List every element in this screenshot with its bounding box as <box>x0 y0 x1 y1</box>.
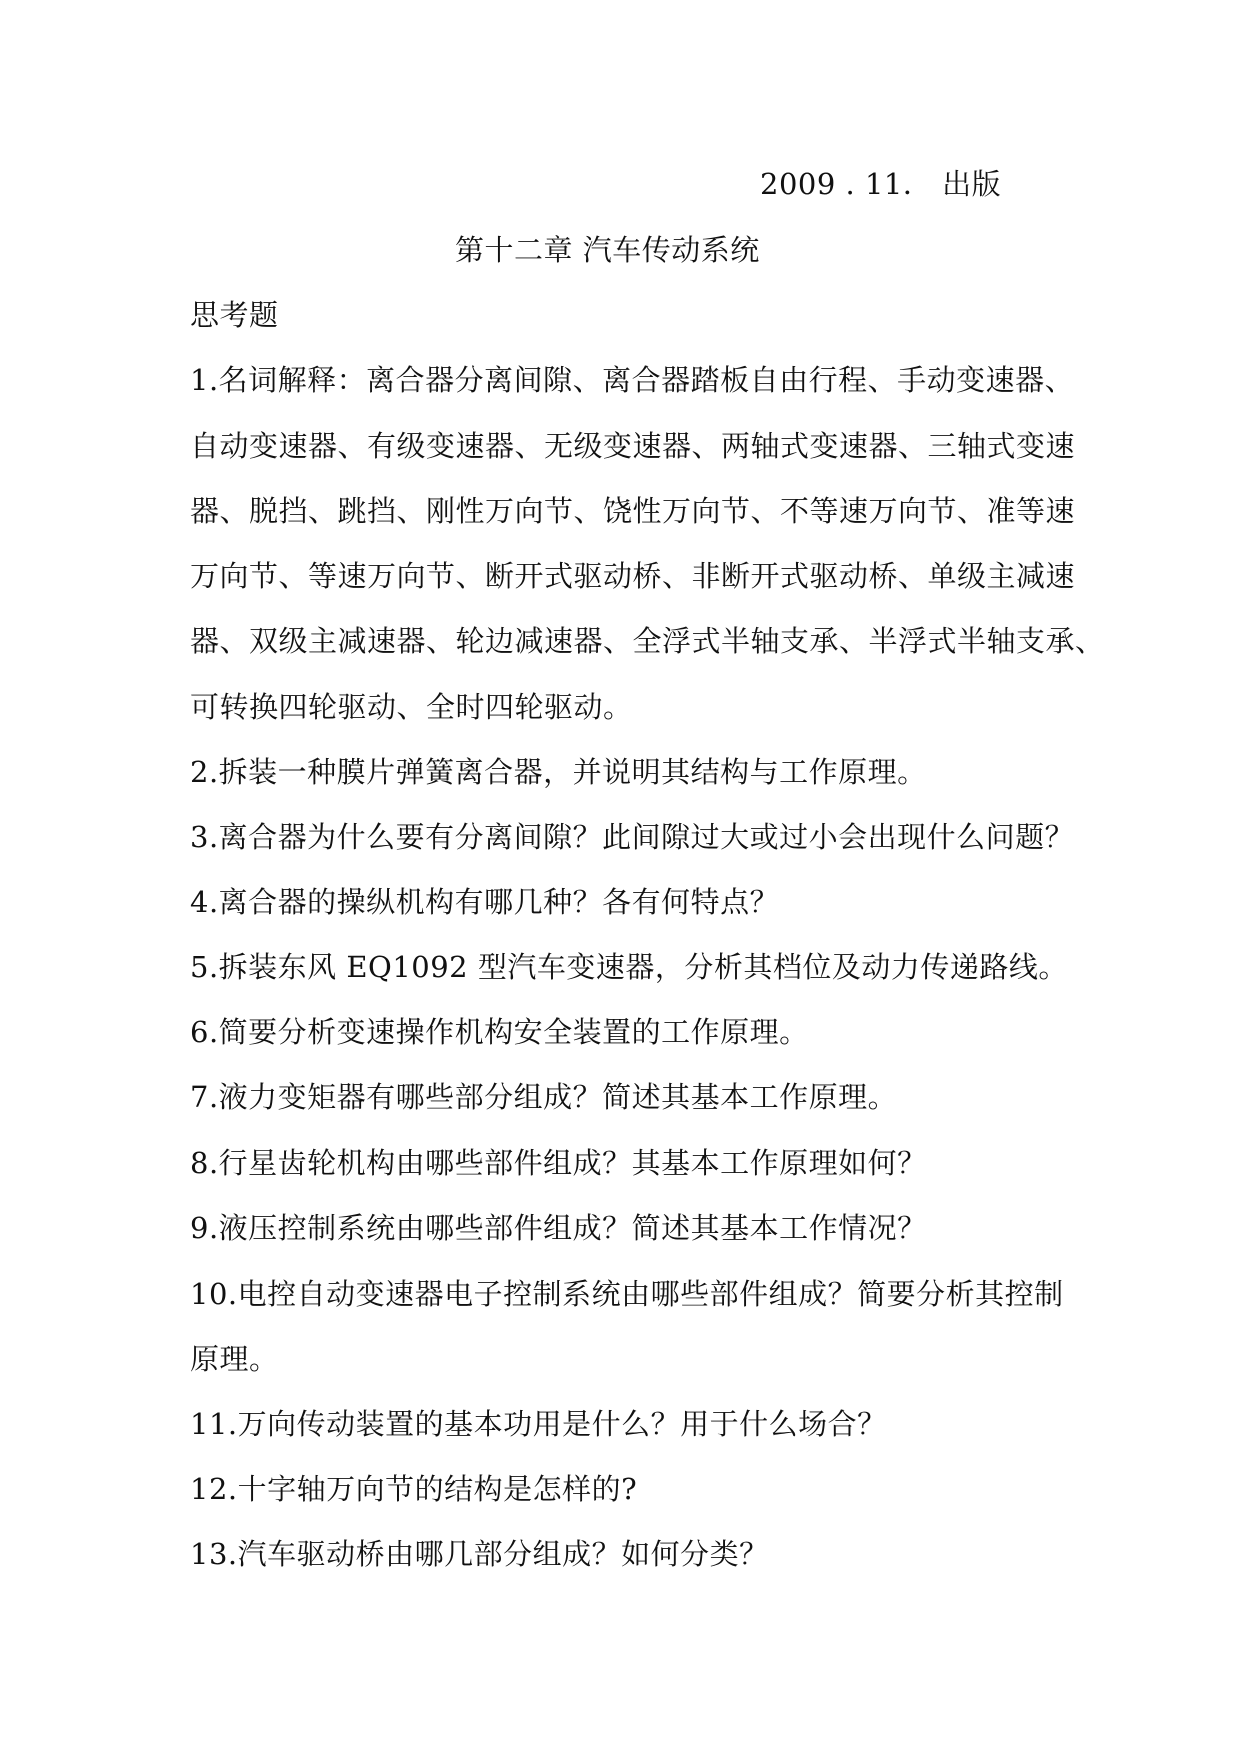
publication-date: 2009 . 11． 出版 <box>760 167 1002 201</box>
question-line: 6.简要分析变速操作机构安全装置的工作原理。 <box>190 1015 809 1049</box>
question-line: 可转换四轮驱动、全时四轮驱动。 <box>190 690 633 724</box>
question-line: 原理。 <box>190 1342 279 1376</box>
question-line: 8.行星齿轮机构由哪些部件组成？其基本工作原理如何？ <box>190 1146 927 1180</box>
question-line: 器、脱挡、跳挡、刚性万向节、饶性万向节、不等速万向节、准等速 <box>190 494 1076 528</box>
question-line: 1.名词解释：离合器分离间隙、离合器踏板自由行程、手动变速器、 <box>190 363 1075 397</box>
question-line: 2.拆装一种膜片弹簧离合器，并说明其结构与工作原理。 <box>190 755 927 789</box>
question-line: 11.万向传动装置的基本功用是什么？用于什么场合？ <box>190 1407 887 1441</box>
question-line: 5.拆装东风 EQ1092 型汽车变速器，分析其档位及动力传递路线。 <box>190 950 1068 984</box>
question-line: 4.离合器的操纵机构有哪几种？各有何特点？ <box>190 885 780 919</box>
question-line: 9.液压控制系统由哪些部件组成？简述其基本工作情况？ <box>190 1211 927 1245</box>
question-line: 13.汽车驱动桥由哪几部分组成？如何分类？ <box>190 1537 769 1571</box>
question-line: 7.液力变矩器有哪些部分组成？简述其基本工作原理。 <box>190 1080 898 1114</box>
section-heading: 思考题 <box>190 298 279 332</box>
question-line: 3.离合器为什么要有分离间隙？此间隙过大或过小会出现什么问题？ <box>190 820 1075 854</box>
question-line: 万向节、等速万向节、断开式驱动桥、非断开式驱动桥、单级主减速 <box>190 559 1076 593</box>
question-line: 12.十字轴万向节的结构是怎样的? <box>190 1472 638 1506</box>
question-line: 自动变速器、有级变速器、无级变速器、两轴式变速器、三轴式变速 <box>190 429 1076 463</box>
chapter-title: 第十二章 汽车传动系统 <box>455 233 760 267</box>
question-line: 器、双级主减速器、轮边减速器、全浮式半轴支承、半浮式半轴支承、 <box>190 624 1105 658</box>
question-line: 10.电控自动变速器电子控制系统由哪些部件组成？简要分析其控制 <box>190 1277 1064 1311</box>
